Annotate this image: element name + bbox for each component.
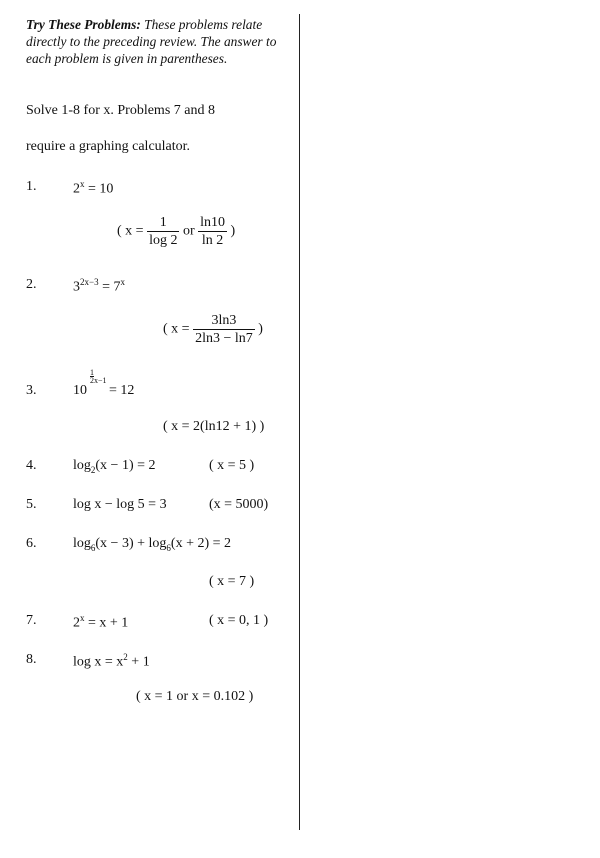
problem-2-equation: $3^{2x-3} = 7^x$: [73, 277, 125, 295]
problem-2-fraction: $\frac{3\ln 3}{2\ln 3 - \ln 7}$: [195, 313, 253, 346]
problem-2-number: 2.: [26, 277, 37, 292]
problem-1-fraction-2: $\frac{\ln 10}{\ln 2}$: [200, 215, 226, 248]
intro-heading: Try These Problems:: [26, 17, 141, 32]
problem-1-fraction-1: $\frac{1}{\log 2}$: [149, 215, 178, 248]
problem-7-answer: ( x = 0, 1 ): [209, 613, 269, 628]
problem-6-number: 6.: [26, 536, 37, 551]
problem-3-answer: ( x = 2(ln12 + 1) ): [163, 419, 265, 434]
problem-3-exponent: $\frac{1}{2}$ x−1: [90, 368, 107, 385]
problem-8-number: 8.: [26, 652, 37, 667]
problem-4-equation: $\log_2(x - 1) = 2$: [73, 458, 156, 475]
problem-7-number: 7.: [26, 613, 37, 628]
problem-8-answer: ( x = 1 or x = 0.102 ): [136, 689, 254, 704]
problem-3-number: 3.: [26, 383, 37, 398]
problem-5-equation: log x − log 5 = 3: [73, 497, 167, 512]
problem-6-equation: $\log_6(x - 3) + \log_6(x + 2) = 2$: [73, 536, 232, 553]
problem-1-answer: ( x = $\frac{1}{\log 2}$ or $\frac{\ln 10}{\ln 2}$ ): [117, 215, 236, 248]
instructions-line-1: Solve 1-8 for x. Problems 7 and 8: [26, 103, 215, 118]
problem-8-equation: $\log x = x^2 + 1$: [73, 652, 150, 670]
intro-text: These problems relate directly to the preceding review. The answer to each problem is given in parentheses.: [26, 17, 277, 66]
intro-paragraph: [26, 16, 288, 67]
problem-1-equation: 2$^x$ = 10: [73, 179, 114, 197]
problem-1-number: 1.: [26, 179, 37, 194]
problem-3-equation: 10 $\frac{1}{2}$ x−1 = 12: [73, 368, 135, 398]
problem-7-equation: 2$^x$ = x + 1: [73, 613, 129, 631]
problem-4-number: 4.: [26, 458, 37, 473]
problem-2-answer: ( x = $\frac{3\ln 3}{2\ln 3 - \ln 7}$ ): [163, 313, 263, 346]
column-divider: [299, 14, 300, 830]
instructions-line-2: require a graphing calculator.: [26, 139, 191, 154]
problem-5-number: 5.: [26, 497, 37, 512]
problem-5-answer: (x = 5000): [209, 497, 269, 512]
problem-4-answer: ( x = 5 ): [209, 458, 255, 473]
problem-6-answer: ( x = 7 ): [209, 574, 255, 589]
